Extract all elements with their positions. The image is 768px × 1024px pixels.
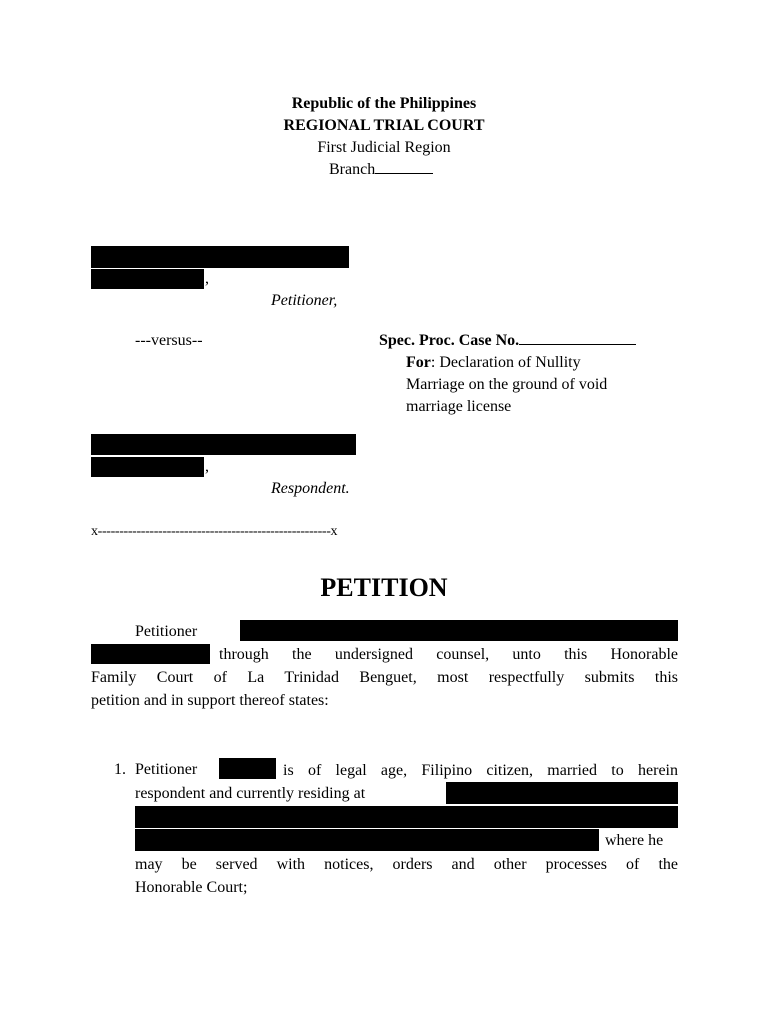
paragraph-1-line-5: may be served with notices, orders and other processes of the — [135, 856, 678, 873]
for-label: For — [406, 354, 431, 371]
document-title: PETITION — [320, 573, 448, 602]
branch-label: Branch — [329, 161, 376, 178]
caption-separator: x------------------------------------------------------x — [91, 524, 338, 539]
header-court: REGIONAL TRIAL COURT — [283, 117, 485, 134]
redacted-petitioner-name-1 — [91, 246, 349, 268]
paragraph-1-number: 1. — [114, 761, 126, 778]
redacted-respondent-name-2 — [91, 457, 204, 477]
case-number — [379, 330, 636, 352]
paragraph-1-line-2: respondent and currently residing at — [135, 785, 366, 802]
respondent-role: Respondent. — [271, 480, 350, 497]
respondent-comma: , — [205, 458, 209, 475]
redacted-intro-name-2 — [91, 644, 210, 664]
intro-line-4: petition and in support thereof states: — [91, 692, 329, 709]
redacted-paragraph-1-name — [219, 758, 276, 779]
branch-blank — [375, 159, 433, 174]
redacted-address-2 — [135, 806, 678, 828]
redacted-address-3 — [135, 829, 599, 851]
header-region: First Judicial Region — [317, 139, 451, 156]
for-text: : Declaration of Nullity — [430, 354, 581, 371]
header-branch — [329, 159, 433, 181]
header-republic: Republic of the Philippines — [291, 95, 477, 112]
redacted-respondent-name-1 — [91, 434, 356, 455]
for-line-2: Marriage on the ground of void — [406, 376, 608, 393]
case-no-label: Spec. Proc. Case No. — [379, 332, 520, 349]
redacted-intro-name-1 — [240, 620, 678, 641]
for-line-1 — [406, 352, 581, 374]
redacted-petitioner-name-2 — [91, 269, 204, 289]
paragraph-1-line-1b: is of legal age, Filipino citizen, married to herein — [283, 762, 678, 779]
paragraph-1-line-1a: Petitioner — [135, 761, 198, 778]
intro-line-2: through the undersigned counsel, unto this Honorable — [219, 646, 678, 663]
redacted-address-1 — [446, 782, 678, 804]
versus-text: ---versus-- — [135, 332, 203, 349]
petitioner-comma: , — [205, 270, 209, 287]
petitioner-role: Petitioner, — [271, 292, 338, 309]
paragraph-1-line-6: Honorable Court; — [135, 879, 248, 896]
paragraph-1-line-4: where he — [605, 832, 664, 849]
for-line-3: marriage license — [406, 398, 512, 415]
intro-line-1: Petitioner — [135, 623, 198, 640]
case-no-blank — [519, 330, 636, 345]
intro-line-3: Family Court of La Trinidad Benguet, most respectfully submits this — [91, 669, 678, 686]
